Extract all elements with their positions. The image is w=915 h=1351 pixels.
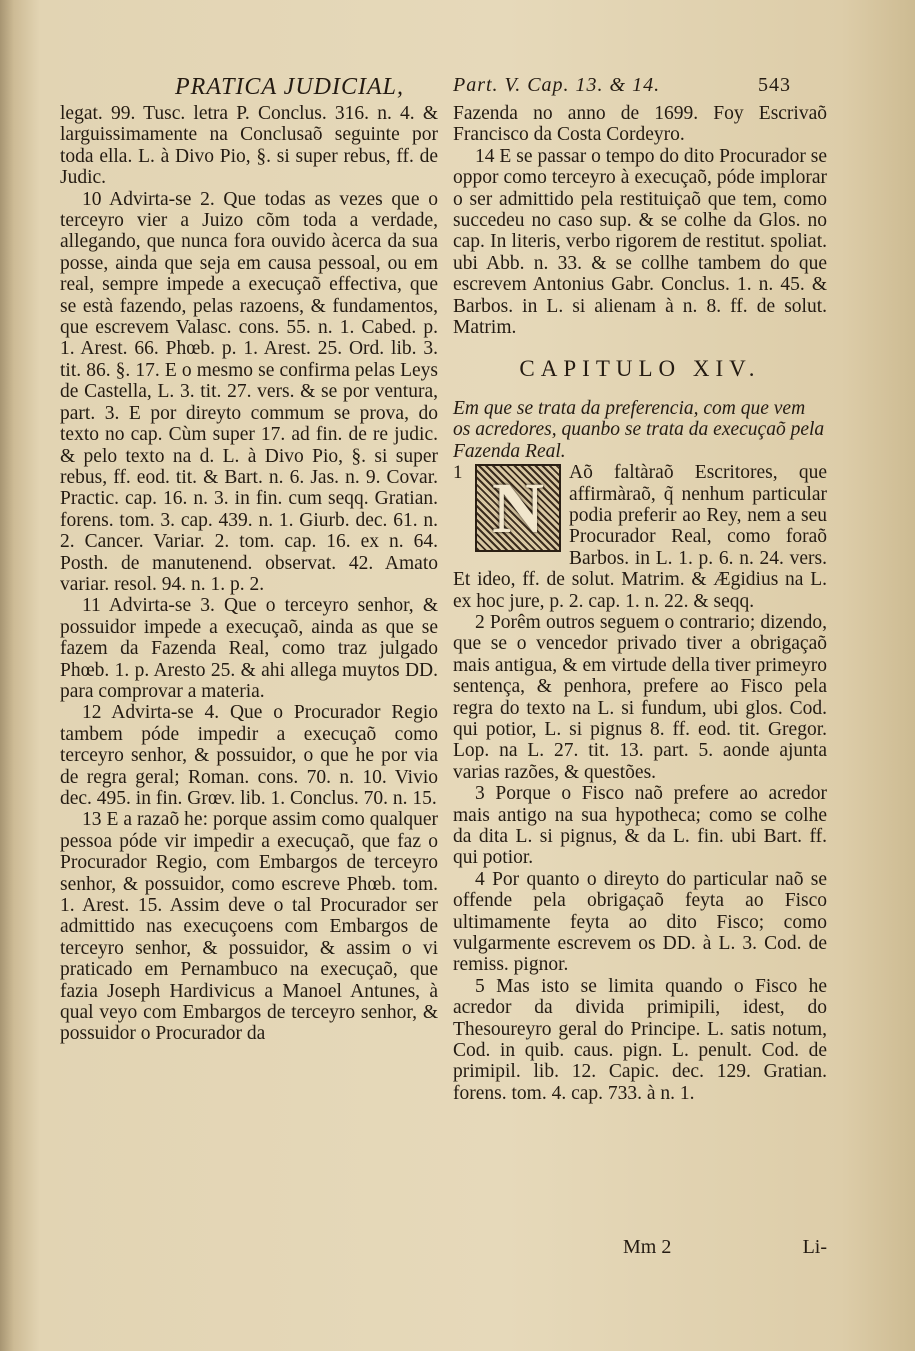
- part-chapter-reference: Part. V. Cap. 13. & 14.: [453, 74, 661, 96]
- left-column: [60, 103, 438, 1045]
- chapter-summary: Em que se trata da preferencia, com que vem os acredores, quanbo se trata da execuçaõ pela Fazenda Real.: [453, 397, 825, 462]
- paragraph-14: 14 E se passar o tempo do dito Procurador se oppor como terceyro à execuçaõ, póde implorar o ser admittido pela restituiçaõ que tem, como succedeu no caso sup. & se colhe da Glos. no cap. In literis, verbo rigorem de restitut. spoliat. ubi Abb. n. 33. & se collhe tambem do que escrevem Antonius Gabr. Conclus. 1. n. 45. & Barbos. in L. si alienam à n. 8. ff. de solut. Matrim.: [453, 145, 827, 339]
- running-header: [175, 70, 795, 104]
- page-footer: [453, 1236, 827, 1266]
- paragraph-continuation: legat. 99. Tusc. letra P. Conclus. 316. n. 4. & larguissimamente na Conclusaõ seguinte por toda ella. L. à Divo Pio, §. si super rebus, ff. de Judic.: [60, 103, 438, 189]
- paragraph-13-continuation: Fazenda no anno de 1699. Foy Escrivaõ Francisco da Costa Cordeyro.: [453, 103, 827, 146]
- paragraph-1: Aõ faltàraõ Escritores, que affirmàraõ, q̃ nenhum particular podia preferir ao Rey, nem a seu Procurador Real, como foraõ Barbos. in L. 1. p. 6. n. 24. vers. Et ideo, ff. de solut. Matrim. & Ægidius na L. ex hoc jure, p. 2. cap. 1. n. 22. & seqq.: [453, 462, 827, 612]
- paragraph-number-1: 1: [453, 462, 463, 484]
- paragraph-13: 13 E a razaõ he: porque assim como qualquer pessoa póde vir impedir a execuçaõ, que faz o Procurador Regio, com Embargos de terceyro senhor, & possuidor, como escreve Phœb. tom. 1. Arest. 15. Assim deve o tal Procurador ser admittido nas execuçoens com Embargos de terceyro senhor, & possuidor, & assim o vi praticado em Pernambuco na execuçaõ, que fazia Joseph Hardivicus a Manoel Antunes, à qual veyo com Embargos de terceyro senhor, & possuidor o Procurador da: [60, 809, 438, 1045]
- paragraph-11: 11 Advirta-se 3. Que o terceyro senhor, & possuidor impede a execuçaõ, ainda as que se fazem da Fazenda Real, como traz julgado Phœb. 1. p. Aresto 25. & ahi allega muytos DD. para comprovar a materia.: [60, 595, 438, 702]
- signature-mark: Mm 2: [623, 1236, 672, 1258]
- paragraph-2: 2 Porêm outros seguem o contrario; dizendo, que se o vencedor privado tiver a obrigaçaõ mais antigua, & em virtude della tiver primeyro sentença, & penhora, prefere ao Fisco pela regra do texto na L. si fundum, ubi glos. Cod. qui potior, L. si pignus 8. ff. eod. tit. Gregor. Lop. na L. 27. tit. 13. part. 5. aonde ajunta varias razões, & questões.: [453, 611, 827, 783]
- paragraph-10: 10 Advirta-se 2. Que todas as vezes que o terceyro vier a Juizo cõm toda a verdade, allegando, que nunca fora ouvido àcerca da sua posse, ainda que seja em causa pessoal, ou em real, sempre impede a execuçaõ effectiva, que se està fazendo, pelas razoens, & fundamentos, que escrevem Valasc. cons. 55. n. 1. Cabed. p. 1. Arest. 66. Phœb. p. 1. Arest. 25. Ord. lib. 3. tit. 86. §. 17. E o mesmo se confirma pelas Leys de Castella, L. 3. tit. 27. vers. & se por ventura, part. 3. E por direyto commum se prova, do texto no cap. Cùm super 17. ad fin. de re judic. & pelo texto na d. L. à Divo Pio, §. si super rebus, ff. eod. tit. & Bart. n. 6. Jas. n. 9. Covar. Practic. cap. 16. n. 3. in fin. cum seqq. Gratian. forens. tom. 3. cap. 439. n. 1. Giurb. dec. 61. n. 2. Cancer. Variar. 2. tom. cap. 16. ex n. 64. Posth. de manutenend. observat. 42. Amato variar. resol. 94. n. 1. p. 2.: [60, 188, 438, 595]
- paragraph-3: 3 Porque o Fisco naõ prefere ao acredor mais antigo na sua hypotheca; como se colhe da dita L. si pignus, & da L. fin. ubi Bart. ff. qui potior.: [453, 783, 827, 869]
- initial-letter: N: [492, 468, 544, 549]
- running-title: PRATICA JUDICIAL,: [175, 74, 404, 100]
- paragraph-4: 4 Por quanto o direyto do particular naõ se offende pela obrigaçaõ feyta ao Fisco ultimamente feyta ao dito Fisco; como vulgarmente escrevem os DD. à L. 3. Cod. de remiss. pignor.: [453, 868, 827, 976]
- right-column: [453, 103, 827, 1104]
- page-number: 543: [758, 74, 791, 96]
- catchword: Li-: [802, 1236, 827, 1258]
- first-paragraph-block: [453, 462, 827, 612]
- paragraph-5: 5 Mas isto se limita quando o Fisco he acredor da divida primipili, idest, do Thesoureyro geral do Principe. L. satis notum, Cod. in quib. caus. pign. L. penult. Cod. de primipil. lib. 12. Capic. dec. 129. Gratian. forens. tom. 4. cap. 733. à n. 1.: [453, 975, 827, 1104]
- chapter-heading: CAPITULO XIV.: [519, 356, 761, 382]
- paragraph-12: 12 Advirta-se 4. Que o Procurador Regio tambem póde impedir a execuçaõ como terceyro senhor, & possuidor, o que he por via de regra geral; Roman. cons. 70. n. 10. Vivio dec. 495. in fin. Grœv. lib. 1. Conclus. 70. n. 15.: [60, 702, 438, 809]
- decorated-initial: [475, 464, 561, 552]
